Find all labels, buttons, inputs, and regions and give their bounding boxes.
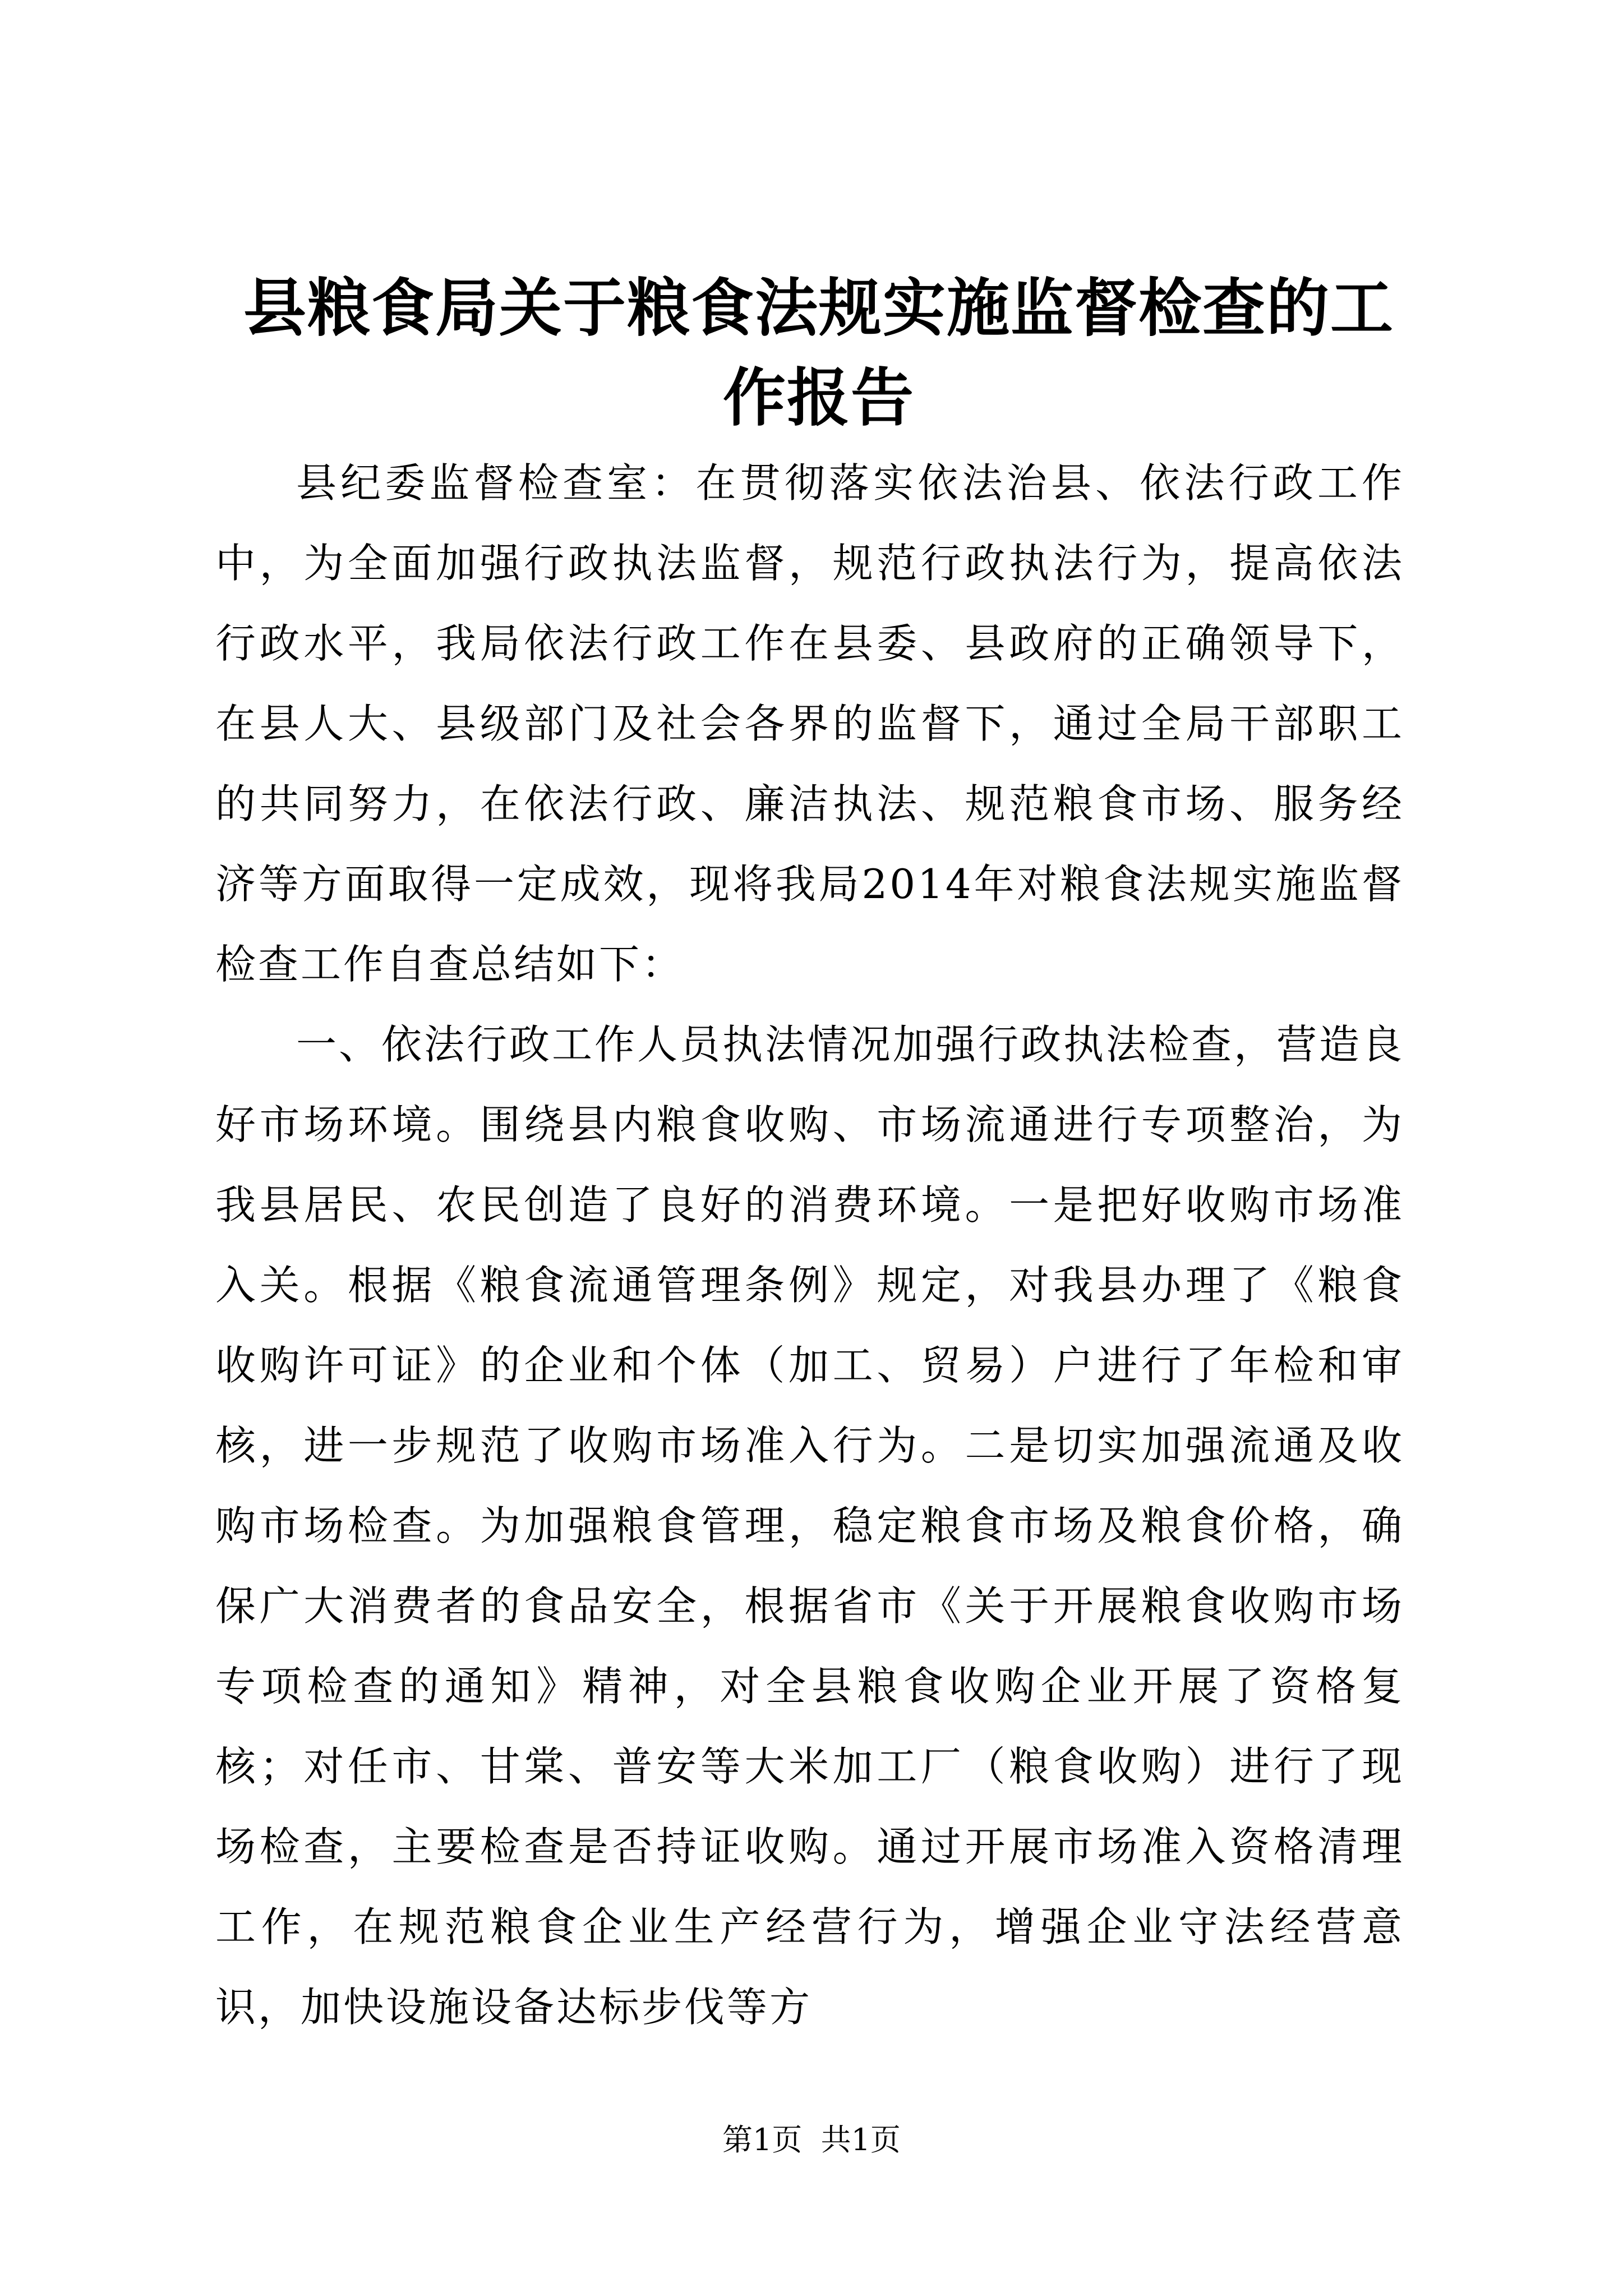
document-title: 县粮食局关于粮食法规实施监督检查的工作报告 [243, 272, 1394, 435]
document-body [215, 443, 1404, 2047]
page-total: 共1页 [820, 2122, 901, 2157]
paragraph-intro: 县纪委监督检查室：在贯彻落实依法治县、依法行政工作中，为全面加强行政执法监督，规范行政执法行为，提高依法行政水平，我局依法行政工作在县委、县政府的正确领导下，在县人大、县级部门及社会各界的监督下，通过全局干部职工的共同努力，在依法行政、廉洁执法、规范粮食市场、服务经济等方面取得一定成效，现将我局2014年对粮食法规实施监督检查工作自查总结如下： [215, 459, 1404, 988]
paragraph-section-one: 一、依法行政工作人员执法情况加强行政执法检查，营造良好市场环境。围绕县内粮食收购、市场流通进行专项整治，为我县居民、农民创造了良好的消费环境。一是把好收购市场准入关。根据《粮食流通管理条例》规定，对我县办理了《粮食收购许可证》的企业和个体（加工、贸易）户进行了年检和审核，进一步规范了收购市场准入行为。二是切实加强流通及收购市场检查。为加强粮食管理，稳定粮食市场及粮食价格，确保广大消费者的食品安全，根据省市《关于开展粮食收购市场专项检查的通知》精神，对全县粮食收购企业开展了资格复核；对任市、甘棠、普安等大米加工厂（粮食收购）进行了现场检查，主要检查是否持证收购。通过开展市场准入资格清理工作，在规范粮食企业生产经营行为，增强企业守法经营意识，加快设施设备达标步伐等方 [215, 1021, 1405, 2031]
page-footer [0, 2120, 1623, 2160]
page-number: 第1页 [722, 2122, 803, 2157]
